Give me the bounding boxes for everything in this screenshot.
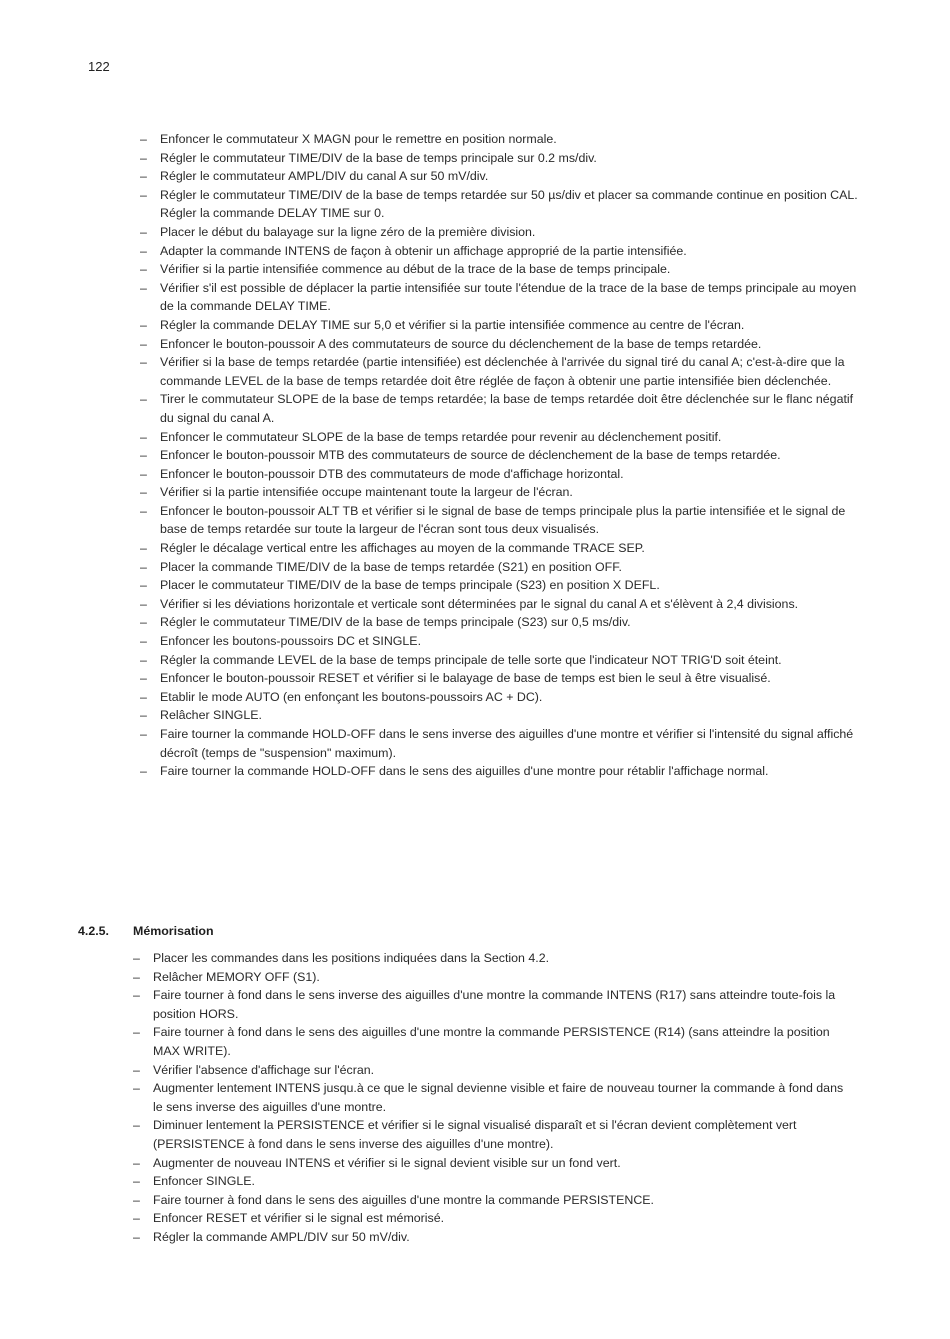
procedure-step: – Régler le commutateur AMPL/DIV du canal A sur 50 mV/div.: [140, 167, 860, 186]
procedure-step: – Enfoncer le bouton-poussoir RESET et vérifier si le balayage de base de temps est bien le seul à être visualisé.: [140, 669, 860, 688]
procedure-step: – Relâcher MEMORY OFF (S1).: [133, 968, 853, 987]
procedure-step: – Faire tourner la commande HOLD-OFF dans le sens inverse des aiguilles d'une montre et vérifier si l'intensité du signal affiché décroît (temps de "suspension" maximum).: [140, 725, 860, 762]
procedure-step: – Enfoncer le bouton-poussoir MTB des commutateurs de source de déclenchement de la base de temps retardée.: [140, 446, 860, 465]
procedure-step: – Relâcher SINGLE.: [140, 706, 860, 725]
procedure-step: – Faire tourner à fond dans le sens des aiguilles d'une montre la commande PERSISTENCE.: [133, 1191, 853, 1210]
procedure-step: – Vérifier si la partie intensifiée commence au début de la trace de la base de temps principale.: [140, 260, 860, 279]
procedure-step: – Placer les commandes dans les positions indiquées dans la Section 4.2.: [133, 949, 853, 968]
procedure-step: – Vérifier si les déviations horizontale et verticale sont déterminées par le signal du canal A et s'élèvent à 2,4 divisions.: [140, 595, 860, 614]
procedure-step: – Placer le commutateur TIME/DIV de la base de temps principale (S23) en position X DEFL.: [140, 576, 860, 595]
procedure-step: – Vérifier l'absence d'affichage sur l'écran.: [133, 1061, 853, 1080]
procedure-step: – Régler la commande LEVEL de la base de temps principale de telle sorte que l'indicateur NOT TRIG'D soit éteint.: [140, 651, 860, 670]
procedure-step: – Augmenter de nouveau INTENS et vérifier si le signal devient visible sur un fond vert.: [133, 1154, 853, 1173]
procedure-step: – Vérifier si la base de temps retardée (partie intensifiée) est déclenchée à l'arrivée du signal tiré du canal A; c'est-à-dire que la commande LEVEL de la base de temps retardée doit être réglée de façon à obtenir une partie intensifiée bien déclenchée.: [140, 353, 860, 390]
procedure-step: – Régler le décalage vertical entre les affichages au moyen de la commande TRACE SEP.: [140, 539, 860, 558]
procedure-step: – Faire tourner à fond dans le sens inverse des aiguilles d'une montre la commande INTENS (R17) sans atteindre toute-fois la position HORS.: [133, 986, 853, 1023]
procedure-step: – Etablir le mode AUTO (en enfonçant les boutons-poussoirs AC + DC).: [140, 688, 860, 707]
procedure-step: – Enfoncer le bouton-poussoir DTB des commutateurs de mode d'affichage horizontal.: [140, 465, 860, 484]
procedure-step: – Régler le commutateur TIME/DIV de la base de temps retardée sur 50 µs/div et placer sa commande continue en position CAL. Régler la commande DELAY TIME sur 0.: [140, 186, 860, 223]
procedure-step: – Enfoncer le bouton-poussoir ALT TB et vérifier si le signal de base de temps principale plus la partie intensifiée et le signal de base de temps retardée sur toute la largeur de l'écran sont tous deux visualisés.: [140, 502, 860, 539]
procedure-step: – Régler le commutateur TIME/DIV de la base de temps principale (S23) sur 0,5 ms/div.: [140, 613, 860, 632]
procedure-step: – Faire tourner la commande HOLD-OFF dans le sens des aiguilles d'une montre pour rétablir l'affichage normal.: [140, 762, 860, 781]
procedure-step: – Régler le commutateur TIME/DIV de la base de temps principale sur 0.2 ms/div.: [140, 149, 860, 168]
section-heading: [78, 924, 214, 938]
section-number: 4.2.5.: [78, 924, 110, 938]
procedure-step: – Régler la commande DELAY TIME sur 5,0 et vérifier si la partie intensifiée commence au centre de l'écran.: [140, 316, 860, 335]
procedure-step: – Adapter la commande INTENS de façon à obtenir un affichage approprié de la partie intensifiée.: [140, 242, 860, 261]
procedure-step: – Placer le début du balayage sur la ligne zéro de la première division.: [140, 223, 860, 242]
memorisation-procedure-list: [133, 949, 853, 1247]
procedure-step: – Enfoncer SINGLE.: [133, 1172, 853, 1191]
procedure-list: [140, 130, 860, 781]
procedure-step: – Augmenter lentement INTENS jusqu.à ce que le signal devienne visible et faire de nouveau tourner la commande à fond dans le sens inverse des aiguilles d'une montre.: [133, 1079, 853, 1116]
procedure-step: – Enfoncer le commutateur X MAGN pour le remettre en position normale.: [140, 130, 860, 149]
procedure-step: – Vérifier s'il est possible de déplacer la partie intensifiée sur toute l'étendue de la trace de la base de temps principale au moyen de la commande DELAY TIME.: [140, 279, 860, 316]
procedure-step: – Placer la commande TIME/DIV de la base de temps retardée (S21) en position OFF.: [140, 558, 860, 577]
procedure-step: – Enfoncer RESET et vérifier si le signal est mémorisé.: [133, 1209, 853, 1228]
procedure-step: – Tirer le commutateur SLOPE de la base de temps retardée; la base de temps retardée doit être déclenchée sur le flanc négatif du signal du canal A.: [140, 390, 860, 427]
procedure-step: – Faire tourner à fond dans le sens des aiguilles d'une montre la commande PERSISTENCE (R14) (sans atteindre la position MAX WRITE).: [133, 1023, 853, 1060]
page-number: 122: [88, 59, 110, 74]
procedure-step: – Enfoncer les boutons-poussoirs DC et SINGLE.: [140, 632, 860, 651]
procedure-step: – Enfoncer le commutateur SLOPE de la base de temps retardée pour revenir au déclenchement positif.: [140, 428, 860, 447]
section-title: Mémorisation: [133, 924, 214, 938]
procedure-step: – Enfoncer le bouton-poussoir A des commutateurs de source du déclenchement de la base de temps retardée.: [140, 335, 860, 354]
procedure-step: – Diminuer lentement la PERSISTENCE et vérifier si le signal visualisé disparaît et si l'écran devient complètement vert (PERSISTENCE à fond dans le sens inverse des aiguilles d'une montre).: [133, 1116, 853, 1153]
procedure-step: – Régler la commande AMPL/DIV sur 50 mV/div.: [133, 1228, 853, 1247]
procedure-step: – Vérifier si la partie intensifiée occupe maintenant toute la largeur de l'écran.: [140, 483, 860, 502]
